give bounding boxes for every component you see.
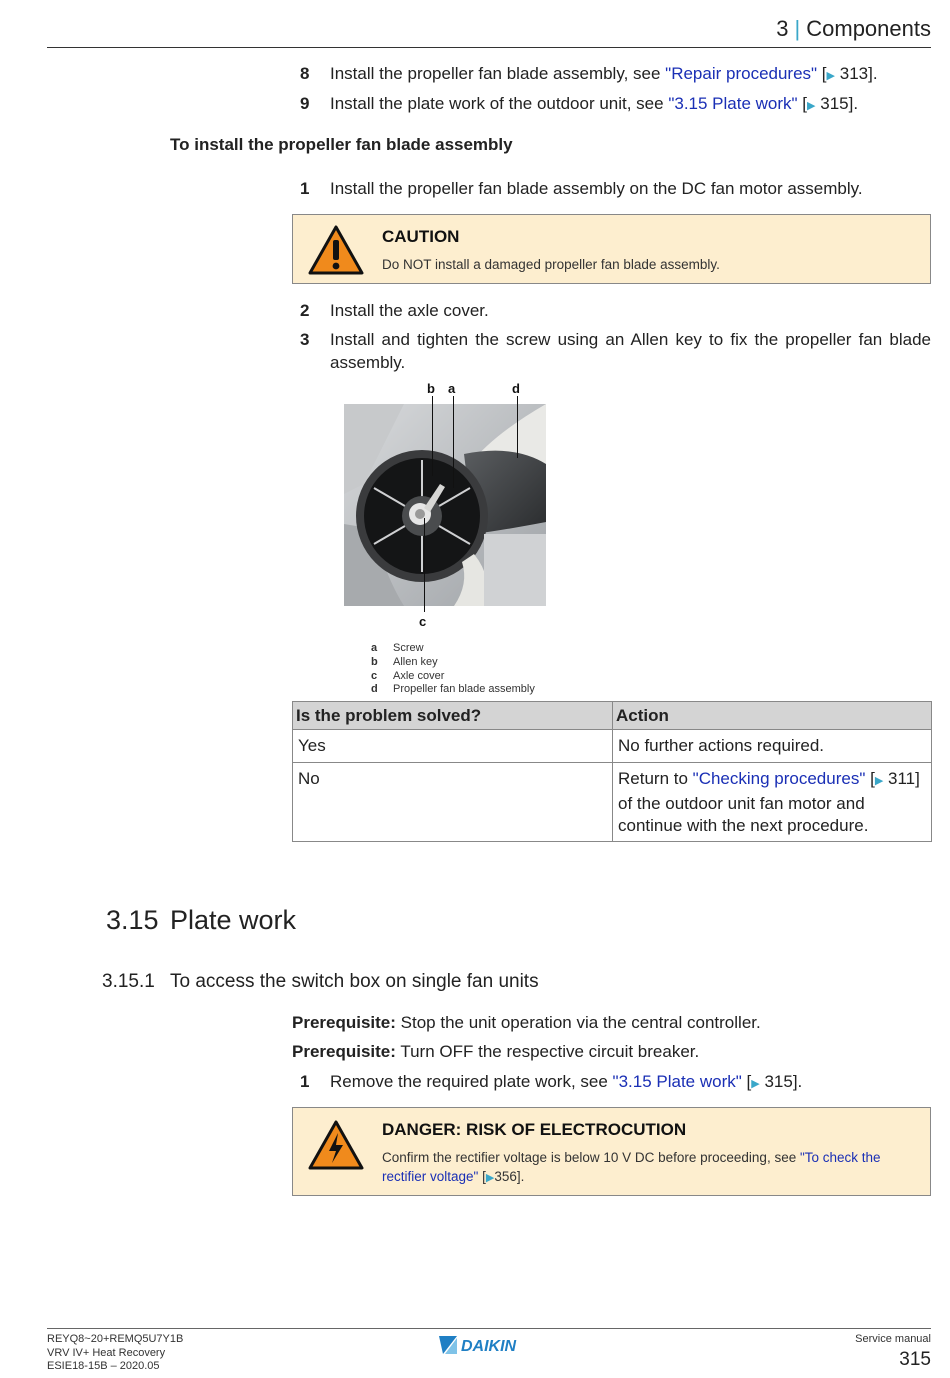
prerequisite-2: Prerequisite: Turn OFF the respective circuit breaker.	[292, 1042, 700, 1061]
step-text: Install the plate work of the outdoor unit, see "3.15 Plate work" [▶ 315].	[330, 94, 859, 113]
page-ref-arrow-icon: ▶	[807, 100, 816, 112]
divider-bar: |	[794, 16, 801, 41]
warning-triangle-icon	[307, 224, 365, 276]
page-ref-arrow-icon: ▶	[874, 775, 884, 787]
table-cell: No	[293, 763, 613, 842]
callout-b: b	[427, 381, 435, 396]
caution-text: Do NOT install a damaged propeller fan blade assembly.	[382, 257, 720, 272]
danger-box	[292, 1107, 931, 1196]
link-checking-procedures[interactable]: "Checking procedures"	[692, 769, 866, 788]
subsection-number: 3.15.1	[102, 971, 155, 992]
step-text: Remove the required plate work, see "3.15 Plate work" [▶ 315].	[330, 1072, 803, 1091]
footer-manual-type: Service manual	[855, 1333, 931, 1345]
page-ref-arrow-icon: ▶	[751, 1078, 760, 1090]
procedure-heading: To install the propeller fan blade assembly	[170, 135, 513, 154]
step-number: 1	[300, 179, 310, 198]
link-plate-work[interactable]: "3.15 Plate work"	[612, 1072, 742, 1091]
danger-title: DANGER: RISK OF ELECTROCUTION	[382, 1120, 687, 1139]
daikin-logo	[439, 1334, 539, 1356]
table-header-action: Action	[613, 702, 932, 730]
legend-row: d Propeller fan blade assembly	[371, 683, 535, 696]
legend-row: b Allen key	[371, 655, 438, 668]
page-ref-arrow-icon: ▶	[485, 1172, 495, 1184]
link-check-rectifier-voltage[interactable]: "To check the rectifier voltage"	[382, 1150, 881, 1184]
section-number: 3.15	[106, 905, 159, 935]
page-footer	[47, 1328, 931, 1378]
link-repair-procedures[interactable]: "Repair procedures"	[665, 64, 818, 83]
table-cell: Yes	[293, 730, 613, 763]
prerequisite-1: Prerequisite: Stop the unit operation via the central controller.	[292, 1013, 761, 1032]
table-header-question: Is the problem solved?	[293, 702, 613, 730]
step-text: Install the propeller fan blade assembly on the DC fan motor assembly.	[330, 179, 863, 198]
subsection-heading	[102, 971, 539, 993]
table-cell: No further actions required.	[613, 730, 932, 763]
step-text: Install and tighten the screw using an Allen key to fix the propeller fan blade assembly.	[330, 330, 931, 372]
fan-assembly-figure	[340, 378, 740, 628]
table-row	[293, 763, 932, 842]
step-number: 2	[300, 301, 310, 320]
chapter-number: 3	[776, 16, 789, 41]
callout-line-d	[517, 396, 518, 458]
page-ref-arrow-icon: ▶	[826, 70, 835, 82]
section-title: Plate work	[170, 905, 297, 935]
step-number: 9	[300, 94, 310, 113]
figure-legend	[371, 642, 535, 697]
callout-line-a	[453, 396, 454, 488]
callout-line-b	[432, 396, 433, 476]
page-number: 315	[899, 1349, 931, 1370]
section-heading	[106, 905, 296, 936]
legend-row: a Screw	[371, 642, 424, 654]
footer-model-info: REYQ8~20+REMQ5U7Y1B VRV IV+ Heat Recovery ESIE18-15B – 2020.05	[47, 1333, 184, 1372]
subsection-title: To access the switch box on single fan units	[170, 971, 539, 992]
table-row	[293, 730, 932, 763]
caution-title: CAUTION	[382, 227, 460, 246]
step-text: Install the propeller fan blade assembly, see "Repair procedures" [▶ 313].	[330, 64, 878, 83]
step-number: 1	[300, 1072, 310, 1091]
step-number: 8	[300, 64, 310, 83]
svg-text:DAIKIN: DAIKIN	[461, 1338, 517, 1355]
link-plate-work[interactable]: "3.15 Plate work"	[668, 94, 798, 113]
callout-line-c	[424, 518, 425, 612]
step-text: Install the axle cover.	[330, 301, 489, 320]
legend-row: c Axle cover	[371, 669, 445, 682]
callout-d: d	[512, 381, 520, 396]
page-header	[47, 14, 931, 48]
caution-box	[292, 214, 931, 284]
electrical-hazard-icon	[307, 1119, 365, 1171]
chapter-title	[776, 16, 931, 42]
callout-a: a	[448, 381, 456, 396]
chapter-name: Components	[806, 16, 931, 41]
table-cell: Return to "Checking procedures" [▶ 311] of the outdoor unit fan motor and continue with the next procedure.	[613, 763, 932, 842]
callout-c: c	[419, 614, 427, 629]
fan-hub-photo	[344, 404, 546, 606]
danger-text: Confirm the rectifier voltage is below 10 V DC before proceeding, see "To check the rectifier voltage" [▶356].	[382, 1150, 881, 1184]
problem-solved-table	[292, 701, 932, 842]
step-number: 3	[300, 330, 310, 349]
